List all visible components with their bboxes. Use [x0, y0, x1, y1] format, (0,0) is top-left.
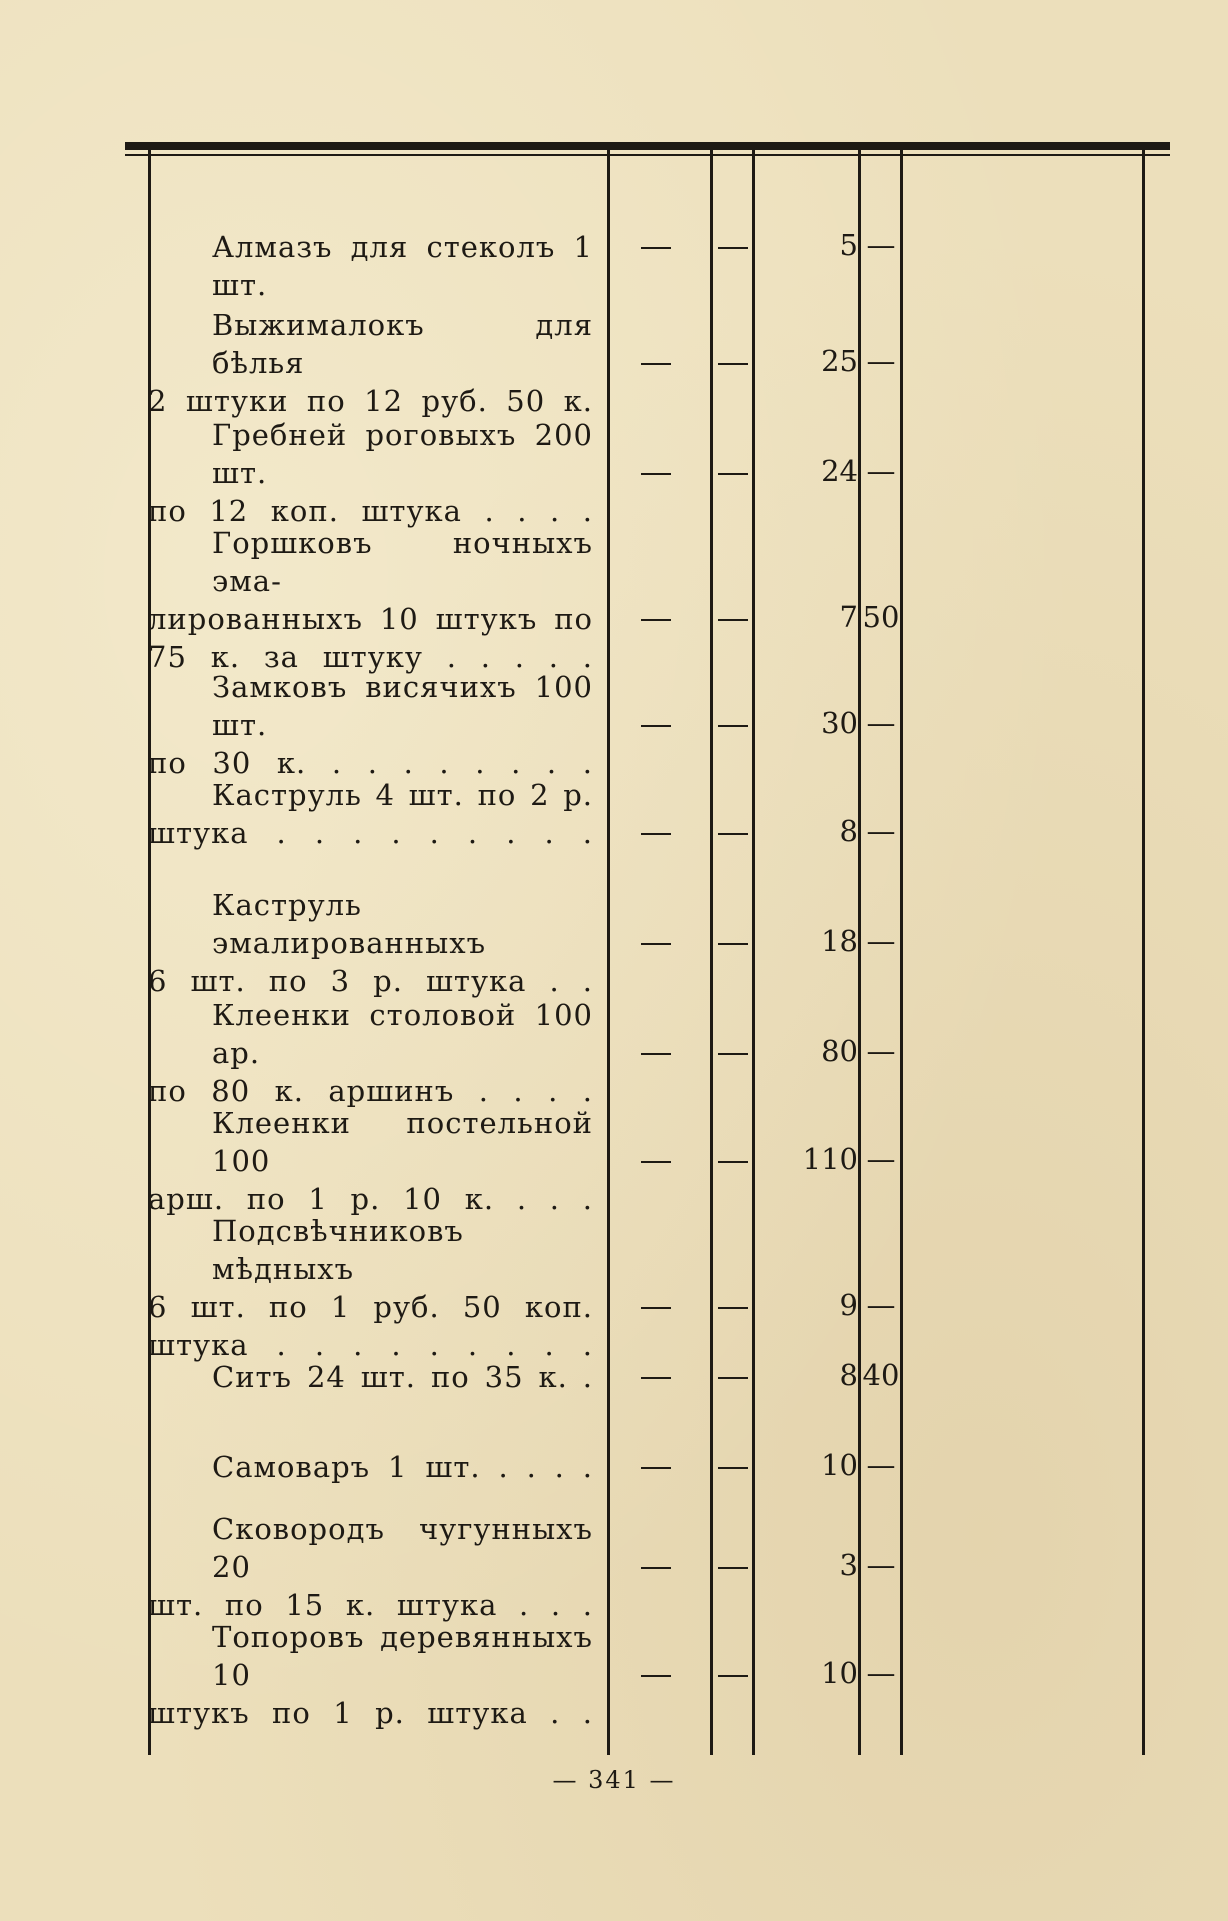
empty-column-1-dash	[641, 1161, 671, 1163]
description-line: Ситъ 24 шт. по 35 к. .	[212, 1360, 593, 1394]
page-number: — 341 —	[552, 1766, 676, 1794]
table-row	[148, 996, 1148, 1106]
item-description	[148, 776, 593, 852]
item-description	[148, 416, 593, 530]
empty-column-2-dash	[718, 473, 748, 475]
top-rule	[125, 142, 1170, 150]
amount-rubles: 24	[821, 454, 858, 488]
table-row	[148, 886, 1148, 996]
description-line: 6 шт. по 1 руб. 50 коп.	[148, 1290, 593, 1324]
description-line: Выжималокъ для бѣлья	[212, 308, 593, 380]
item-description	[148, 1212, 593, 1364]
item-description	[148, 1448, 593, 1486]
item-description	[148, 1358, 593, 1396]
table-row	[148, 776, 1148, 886]
empty-column-2-dash	[718, 1567, 748, 1569]
empty-column-1-dash	[641, 833, 671, 835]
empty-column-2-dash	[718, 1053, 748, 1055]
amount-kopecks: —	[866, 1548, 896, 1582]
item-description	[148, 886, 593, 1000]
description-line: Клеенки столовой 100 ар.	[212, 998, 593, 1070]
description-line: Подсвѣчниковъ мѣдныхъ	[212, 1214, 464, 1286]
description-line: 6 шт. по 3 р. штука . .	[148, 964, 593, 998]
empty-column-2-dash	[718, 1377, 748, 1379]
description-line: Горшковъ ночныхъ эма-	[212, 526, 593, 598]
description-line: Каструль 4 шт. по 2 р.	[212, 778, 593, 812]
description-line: по 12 коп. штука . . . .	[148, 494, 593, 528]
amount-rubles: 3	[839, 1548, 858, 1582]
amount-rubles: 10	[821, 1656, 858, 1690]
amount-rubles: 8	[839, 814, 858, 848]
empty-column-1-dash	[641, 943, 671, 945]
amount-rubles: 5	[839, 228, 858, 262]
description-line: Топоровъ деревянныхъ 10	[212, 1620, 593, 1692]
empty-column-1-dash	[641, 1307, 671, 1309]
description-line: по 80 к. аршинъ . . . .	[148, 1074, 593, 1108]
empty-column-2-dash	[718, 725, 748, 727]
empty-column-2-dash	[718, 363, 748, 365]
table-row	[148, 1104, 1148, 1214]
amount-rubles: 25	[821, 344, 858, 378]
empty-column-2-dash	[718, 1675, 748, 1677]
amount-kopecks: 50	[862, 600, 900, 634]
amount-rubles: 80	[821, 1034, 858, 1068]
item-description	[148, 668, 593, 782]
description-line: Сковородъ чугунныхъ 20	[212, 1512, 593, 1584]
description-line: Гребней роговыхъ 200 шт.	[212, 418, 593, 490]
amount-rubles: 7	[839, 600, 858, 634]
table-row	[148, 524, 1148, 674]
amount-rubles: 30	[821, 706, 858, 740]
empty-column-1-dash	[641, 363, 671, 365]
description-line: 75 к. за штуку . . . . .	[148, 640, 593, 674]
empty-column-1-dash	[641, 725, 671, 727]
item-description	[148, 1618, 593, 1732]
description-line: Замковъ висячихъ 100 шт.	[212, 670, 593, 742]
empty-column-1-dash	[641, 247, 671, 249]
empty-column-2-dash	[718, 1161, 748, 1163]
description-line: шт. по 15 к. штука . . .	[148, 1588, 593, 1622]
description-line: Каструль эмалированныхъ	[212, 888, 487, 960]
empty-column-2-dash	[718, 619, 748, 621]
item-description	[148, 306, 593, 420]
description-line: арш. по 1 р. 10 к. . . .	[148, 1182, 593, 1216]
amount-kopecks: —	[866, 1142, 896, 1176]
description-line: Клеенки постельной 100	[212, 1106, 593, 1178]
empty-column-1-dash	[641, 619, 671, 621]
description-line: штукъ по 1 р. штука . .	[148, 1696, 593, 1730]
item-description	[148, 996, 593, 1110]
amount-kopecks: —	[866, 924, 896, 958]
empty-column-2-dash	[718, 1307, 748, 1309]
top-rule-thin	[125, 154, 1170, 156]
amount-kopecks: —	[866, 814, 896, 848]
description-line: 2 штуки по 12 руб. 50 к.	[148, 384, 593, 418]
description-line: лированныхъ 10 штукъ по	[148, 602, 593, 636]
amount-kopecks: —	[866, 454, 896, 488]
empty-column-1-dash	[641, 1377, 671, 1379]
item-description	[148, 228, 593, 304]
item-description	[148, 1510, 593, 1624]
table-row	[148, 1618, 1148, 1728]
description-line: Алмазъ для стеколъ 1 шт.	[212, 230, 593, 302]
amount-kopecks: —	[866, 344, 896, 378]
amount-kopecks: —	[866, 228, 896, 262]
description-line: штука . . . . . . . . .	[148, 816, 593, 850]
amount-kopecks: —	[866, 706, 896, 740]
table-row	[148, 1212, 1148, 1362]
table-row	[148, 1510, 1148, 1620]
amount-rubles: 8	[839, 1358, 858, 1392]
amount-rubles: 9	[839, 1288, 858, 1322]
empty-column-2-dash	[718, 833, 748, 835]
empty-column-2-dash	[718, 247, 748, 249]
amount-kopecks: —	[866, 1656, 896, 1690]
amount-kopecks: —	[866, 1448, 896, 1482]
description-line: по 30 к. . . . . . . . .	[148, 746, 593, 780]
empty-column-1-dash	[641, 473, 671, 475]
amount-kopecks: 40	[862, 1358, 900, 1392]
empty-column-1-dash	[641, 1053, 671, 1055]
amount-kopecks: —	[866, 1288, 896, 1322]
table-row	[148, 416, 1148, 526]
table-row	[148, 668, 1148, 778]
empty-column-1-dash	[641, 1467, 671, 1469]
empty-column-2-dash	[718, 1467, 748, 1469]
amount-rubles: 18	[821, 924, 858, 958]
empty-column-1-dash	[641, 1567, 671, 1569]
description-line: штука . . . . . . . . .	[148, 1328, 593, 1362]
table-row	[148, 306, 1148, 416]
amount-kopecks: —	[866, 1034, 896, 1068]
item-description	[148, 524, 593, 676]
amount-rubles: 110	[802, 1142, 858, 1176]
empty-column-1-dash	[641, 1675, 671, 1677]
description-line: Самоваръ 1 шт. . . . .	[212, 1450, 593, 1484]
item-description	[148, 1104, 593, 1218]
amount-rubles: 10	[821, 1448, 858, 1482]
empty-column-2-dash	[718, 943, 748, 945]
